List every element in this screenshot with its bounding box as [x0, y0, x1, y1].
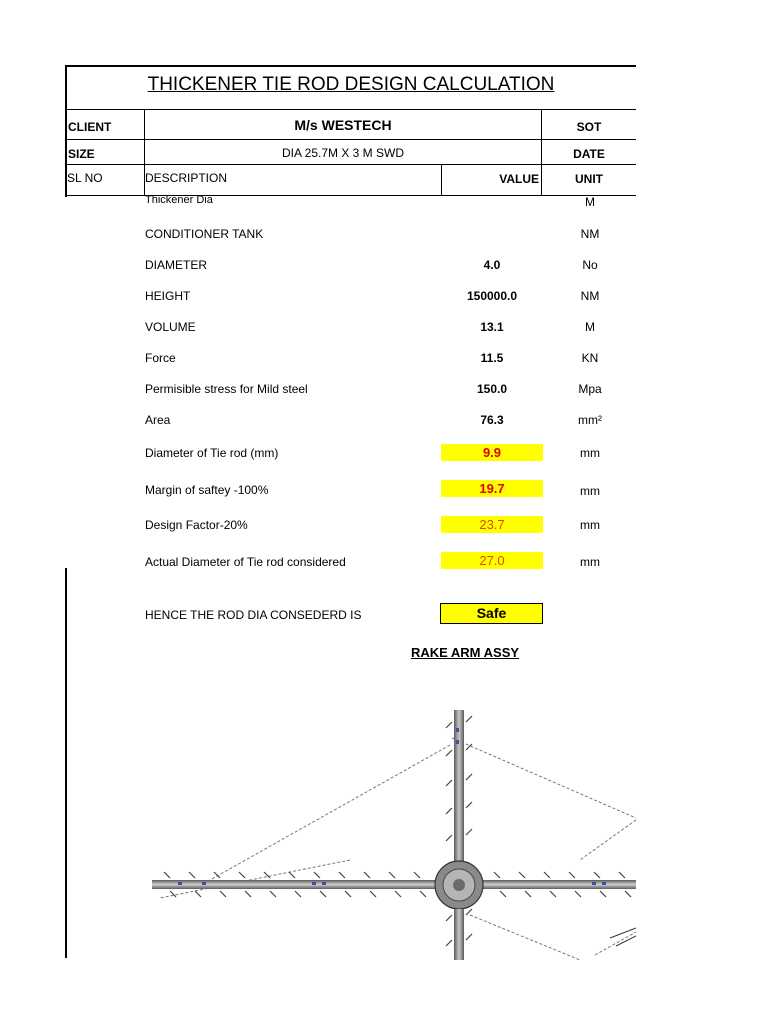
row-description: Actual Diameter of Tie rod considered [145, 555, 346, 569]
client-label: CLIENT [68, 120, 112, 134]
size-label: SIZE [68, 147, 95, 161]
header-divider-2 [66, 139, 636, 140]
row-unit: mm² [578, 413, 602, 427]
slno-label: SL NO [67, 171, 103, 185]
value-label: VALUE [499, 172, 539, 186]
sot-label: SOT [576, 120, 602, 134]
row-description: Thickener Dia [145, 194, 213, 206]
header-divider-3 [66, 164, 636, 165]
row-unit: mm [580, 446, 600, 460]
center-hub [435, 861, 483, 949]
lower-right-bracket [610, 928, 636, 946]
row-description: Design Factor-20% [145, 518, 248, 532]
row-unit: NM [580, 289, 600, 303]
size-value: DIA 25.7M X 3 M SWD [281, 146, 405, 160]
row-value: 4.0 [483, 258, 501, 272]
row-unit: mm [580, 484, 600, 498]
row-unit: NM [580, 227, 600, 241]
row-unit: KN [581, 351, 599, 365]
rake-arm-drawing [140, 700, 636, 960]
tie-rod-lines [160, 738, 636, 960]
row-unit: M [585, 320, 595, 334]
horizontal-arm [152, 880, 636, 889]
row-value: 11.5 [480, 351, 504, 365]
row-unit: Mpa [578, 382, 602, 396]
table-top-border [66, 65, 636, 67]
row-unit: mm [580, 555, 600, 569]
row-value: 150.0 [476, 382, 508, 396]
row-value: 76.3 [480, 413, 504, 427]
row-description: DIAMETER [145, 258, 208, 272]
row-value: 150000.0 [466, 289, 518, 303]
row-unit: mm [580, 518, 600, 532]
row-value: 13.1 [480, 320, 504, 334]
row-description: Area [145, 413, 171, 427]
highlighted-value: 19.7 [441, 480, 543, 497]
page-left-rule [65, 568, 67, 958]
row-description: Permisible stress for Mild steel [145, 382, 308, 396]
row-description: CONDITIONER TANK [145, 227, 264, 241]
row-unit: M [585, 195, 595, 209]
row-description: Force [145, 351, 176, 365]
row-description: Margin of saftey -100% [145, 483, 269, 497]
row-unit: No [582, 258, 598, 272]
highlighted-value: 23.7 [441, 516, 543, 533]
blue-markers [178, 728, 606, 885]
row-description: VOLUME [145, 320, 196, 334]
highlighted-value: 27.0 [441, 552, 543, 569]
drawing-title: RAKE ARM ASSY [410, 645, 520, 660]
client-value: M/s WESTECH [294, 117, 392, 133]
date-label: DATE [573, 147, 605, 161]
page-title: THICKENER TIE ROD DESIGN CALCULATION [147, 74, 555, 95]
unit-label: UNIT [575, 172, 603, 186]
safe-status-badge: Safe [440, 603, 543, 624]
header-divider-1 [66, 109, 636, 110]
description-label: DESCRIPTION [145, 171, 228, 185]
row-description: Diameter of Tie rod (mm) [145, 446, 279, 460]
row-description: HEIGHT [145, 289, 191, 303]
highlighted-value: 9.9 [441, 444, 543, 461]
conclusion-label: HENCE THE ROD DIA CONSEDERD IS [145, 608, 362, 622]
